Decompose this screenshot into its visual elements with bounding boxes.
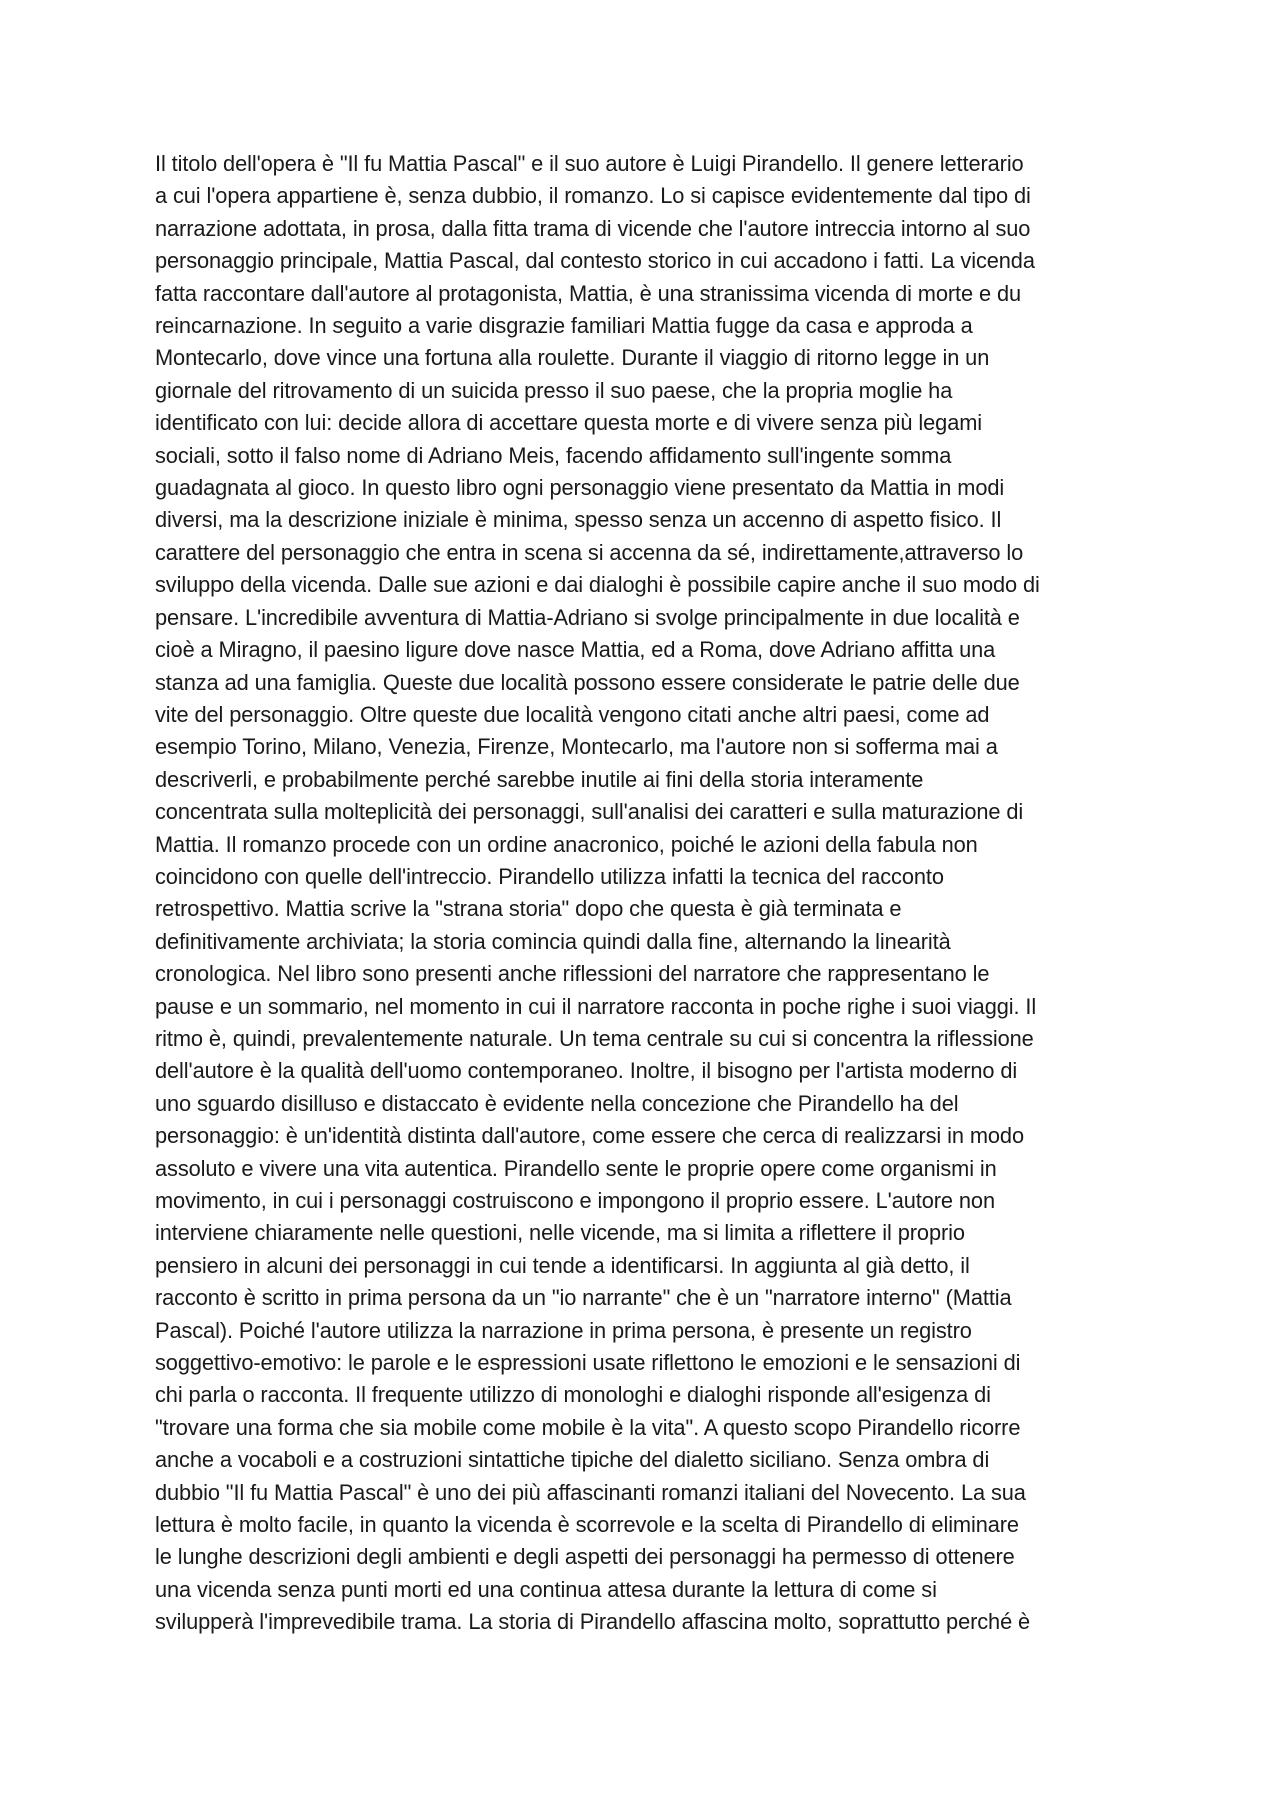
text-line: Montecarlo, dove vince una fortuna alla roulette. Durante il viaggio di ritorno legge in un (155, 345, 990, 371)
text-line: assoluto e vivere una vita autentica. Pirandello sente le proprie opere come organismi in (155, 1155, 997, 1181)
text-line: identificato con lui: decide allora di accettare questa morte e di vivere senza più legami (155, 410, 983, 436)
text-line: lettura è molto facile, in quanto la vicenda è scorrevole e la scelta di Pirandello di eliminare (155, 1512, 1019, 1538)
text-line: diversi, ma la descrizione iniziale è minima, spesso senza un accenno di aspetto fisico. Il (155, 507, 1002, 533)
text-line: Mattia. Il romanzo procede con un ordine anacronico, poiché le azioni della fabula non (155, 831, 978, 857)
text-line: definitivamente archiviata; la storia comincia quindi dalla fine, alternando la linearità (155, 928, 951, 954)
text-line: giornale del ritrovamento di un suicida presso il suo paese, che la propria moglie ha (155, 377, 953, 403)
text-line: a cui l'opera appartiene è, senza dubbio, il romanzo. Lo si capisce evidentemente dal tipo di (155, 183, 1031, 209)
text-line: descriverli, e probabilmente perché sarebbe inutile ai fini della storia interamente (155, 766, 924, 792)
text-line: cronologica. Nel libro sono presenti anche riflessioni del narratore che rappresentano le (155, 961, 990, 987)
text-line: guadagnata al gioco. In questo libro ogni personaggio viene presentato da Mattia in modi (155, 475, 1005, 501)
text-line: sviluppo della vicenda. Dalle sue azioni e dai dialoghi è possibile capire anche il suo modo di (155, 572, 1040, 598)
text-line: narrazione adottata, in prosa, dalla fitta trama di vicende che l'autore intreccia intorno al suo (155, 215, 1031, 241)
text-line: soggettivo-emotivo: le parole e le espressioni usate riflettono le emozioni e le sensazioni di (155, 1350, 1021, 1376)
text-line: esempio Torino, Milano, Venezia, Firenze, Montecarlo, ma l'autore non si sofferma mai a (155, 734, 998, 760)
text-line: retrospettivo. Mattia scrive la "strana storia" dopo che questa è già terminata e (155, 896, 902, 922)
text-line: uno sguardo disilluso e distaccato è evidente nella concezione che Pirandello ha del (155, 1090, 959, 1116)
body-text (155, 148, 1145, 1639)
text-line: Il titolo dell'opera è "Il fu Mattia Pascal" e il suo autore è Luigi Pirandello. Il genere letterario (155, 151, 1024, 176)
text-line: dubbio "Il fu Mattia Pascal" è uno dei più affascinanti romanzi italiani del Novecento. La sua (155, 1479, 1026, 1505)
text-line: stanza ad una famiglia. Queste due località possono essere considerate le patrie delle due (155, 669, 1020, 695)
text-line: coincidono con quelle dell'intreccio. Pirandello utilizza infatti la tecnica del racconto (155, 863, 944, 889)
text-line: fatta raccontare dall'autore al protagonista, Mattia, è una stranissima vicenda di morte e du (155, 280, 1022, 306)
text-line: carattere del personaggio che entra in scena si accenna da sé, indirettamente,attraverso lo (155, 539, 1024, 565)
text-line: concentrata sulla molteplicità dei personaggi, sull'analisi dei caratteri e sulla maturazione di (155, 799, 1024, 825)
text-line: racconto è scritto in prima persona da un "io narrante" che è un "narratore interno" (Mattia (155, 1285, 1012, 1311)
text-line: una vicenda senza punti morti ed una continua attesa durante la lettura di come si (155, 1576, 937, 1602)
text-line: le lunghe descrizioni degli ambienti e degli aspetti dei personaggi ha permesso di ottenere (155, 1544, 1015, 1570)
text-line: interviene chiaramente nelle questioni, nelle vicende, ma si limita a riflettere il proprio (155, 1220, 965, 1246)
text-line: dell'autore è la qualità dell'uomo contemporaneo. Inoltre, il bisogno per l'artista moderno di (155, 1058, 1018, 1084)
text-line: anche a vocaboli e a costruzioni sintattiche tipiche del dialetto siciliano. Senza ombra di (155, 1447, 990, 1473)
text-line: personaggio: è un'identità distinta dall'autore, come essere che cerca di realizzarsi in modo (155, 1123, 1024, 1149)
text-line: ritmo è, quindi, prevalentemente naturale. Un tema centrale su cui si concentra la riflessione (155, 1025, 1034, 1051)
text-line: pensiero in alcuni dei personaggi in cui tende a identificarsi. In aggiunta al già detto, il (155, 1252, 970, 1278)
text-line: reincarnazione. In seguito a varie disgrazie familiari Mattia fugge da casa e approda a (155, 313, 973, 339)
text-line: cioè a Miragno, il paesino ligure dove nasce Mattia, ed a Roma, dove Adriano affitta una (155, 637, 996, 663)
text-line: vite del personaggio. Oltre queste due località vengono citati anche altri paesi, come ad (155, 701, 990, 727)
text-line: pensare. L'incredibile avventura di Mattia-Adriano si svolge principalmente in due località e (155, 604, 1020, 630)
text-line: chi parla o racconta. Il frequente utilizzo di monologhi e dialoghi risponde all'esigenza di (155, 1382, 991, 1408)
text-line: svilupperà l'imprevedibile trama. La storia di Pirandello affascina molto, soprattutto perché è (155, 1609, 1031, 1635)
text-line: "trovare una forma che sia mobile come mobile è la vita". A questo scopo Pirandello ricorre (155, 1414, 1021, 1440)
text-line: Pascal). Poiché l'autore utilizza la narrazione in prima persona, è presente un registro (155, 1317, 972, 1343)
text-line: sociali, sotto il falso nome di Adriano Meis, facendo affidamento sull'ingente somma (155, 442, 952, 468)
text-line: personaggio principale, Mattia Pascal, dal contesto storico in cui accadono i fatti. La vicenda (155, 248, 1035, 274)
text-line: movimento, in cui i personaggi costruiscono e impongono il proprio essere. L'autore non (155, 1188, 995, 1213)
text-line: pause e un sommario, nel momento in cui il narratore racconta in poche righe i suoi viaggi. Il (155, 993, 1037, 1019)
